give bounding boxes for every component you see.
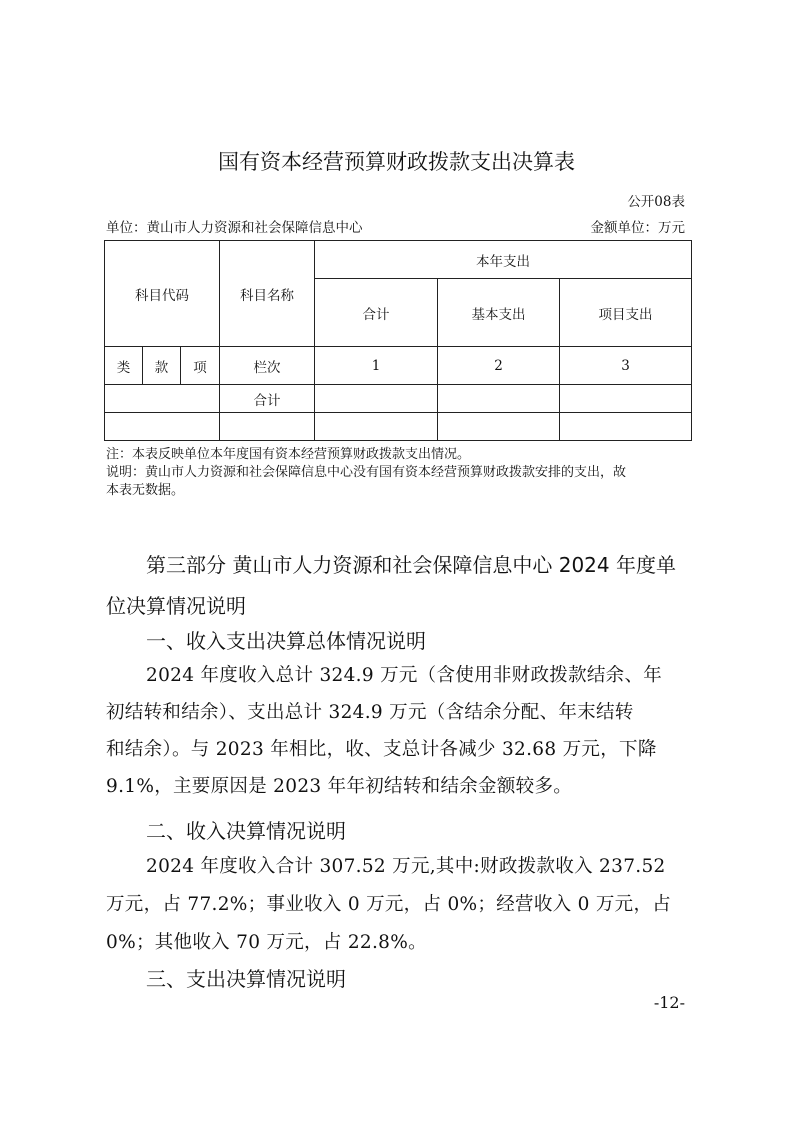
table-cell: [105, 413, 220, 441]
page-number: -12-: [653, 993, 685, 1012]
part-heading: 位决算情况说明: [106, 594, 246, 618]
table-note: 注：本表反映单位本年度国有资本经营预算财政拨款支出情况。: [106, 447, 471, 462]
class-label: 类: [105, 347, 143, 385]
subject-code-header: 科目代码: [105, 241, 220, 347]
paragraph-line: 和结余）。与 2023 年相比，收、支总计各减少 32.68 万元，下降: [106, 739, 657, 760]
paragraph-line: 2024 年度收入合计 307.52 万元,其中:财政拨款收入 237.52: [146, 856, 666, 877]
table-explanation-line: 本表无数据。: [106, 483, 185, 498]
this-year-expense-header: 本年支出: [315, 241, 692, 279]
column-number: 3: [560, 347, 692, 385]
table-cell: [105, 385, 220, 413]
table-title: 国有资本经营预算财政拨款支出决算表: [218, 150, 575, 174]
sum-row-label: 合计: [220, 385, 315, 413]
column-number: 1: [315, 347, 438, 385]
table-cell: [438, 413, 560, 441]
total-header: 合计: [315, 279, 438, 347]
paragraph-line: 9.1%，主要原因是 2023 年年初结转和结余金额较多。: [106, 776, 573, 797]
form-number: 公开08表: [627, 194, 685, 210]
part-heading: 第三部分 黄山市人力资源和社会保障信息中心 2024 年度单: [146, 553, 676, 577]
section-label: 款: [143, 347, 181, 385]
paragraph-line: 万元，占 77.2%；事业收入 0 万元，占 0%；经营收入 0 万元，占: [106, 894, 672, 915]
table-cell: [560, 413, 692, 441]
item-label: 项: [181, 347, 220, 385]
project-expense-header: 项目支出: [560, 279, 692, 347]
expenditure-table: [104, 240, 692, 441]
paragraph-line: 初结转和结余）、支出总计 324.9 万元（含结余分配、年末结转: [106, 702, 634, 723]
section-heading: 一、收入支出决算总体情况说明: [146, 629, 426, 653]
subject-name-header: 科目名称: [220, 241, 315, 347]
section-heading: 二、收入决算情况说明: [146, 819, 346, 843]
basic-expense-header: 基本支出: [438, 279, 560, 347]
unit-label: 单位：黄山市人力资源和社会保障信息中心: [106, 220, 363, 236]
table-cell: [438, 385, 560, 413]
table-cell: [315, 385, 438, 413]
column-label: 栏次: [220, 347, 315, 385]
section-heading: 三、支出决算情况说明: [146, 967, 346, 991]
table-cell: [560, 385, 692, 413]
table-cell: [315, 413, 438, 441]
paragraph-line: 0%；其他收入 70 万元，占 22.8%。: [106, 932, 427, 953]
table-cell: [220, 413, 315, 441]
table-explanation-line: 说明：黄山市人力资源和社会保障信息中心没有国有资本经营预算财政拨款安排的支出，故: [106, 465, 627, 480]
column-number: 2: [438, 347, 560, 385]
amount-unit-label: 金额单位：万元: [590, 220, 685, 236]
paragraph-line: 2024 年度收入总计 324.9 万元（含使用非财政拨款结余、年: [146, 665, 663, 686]
